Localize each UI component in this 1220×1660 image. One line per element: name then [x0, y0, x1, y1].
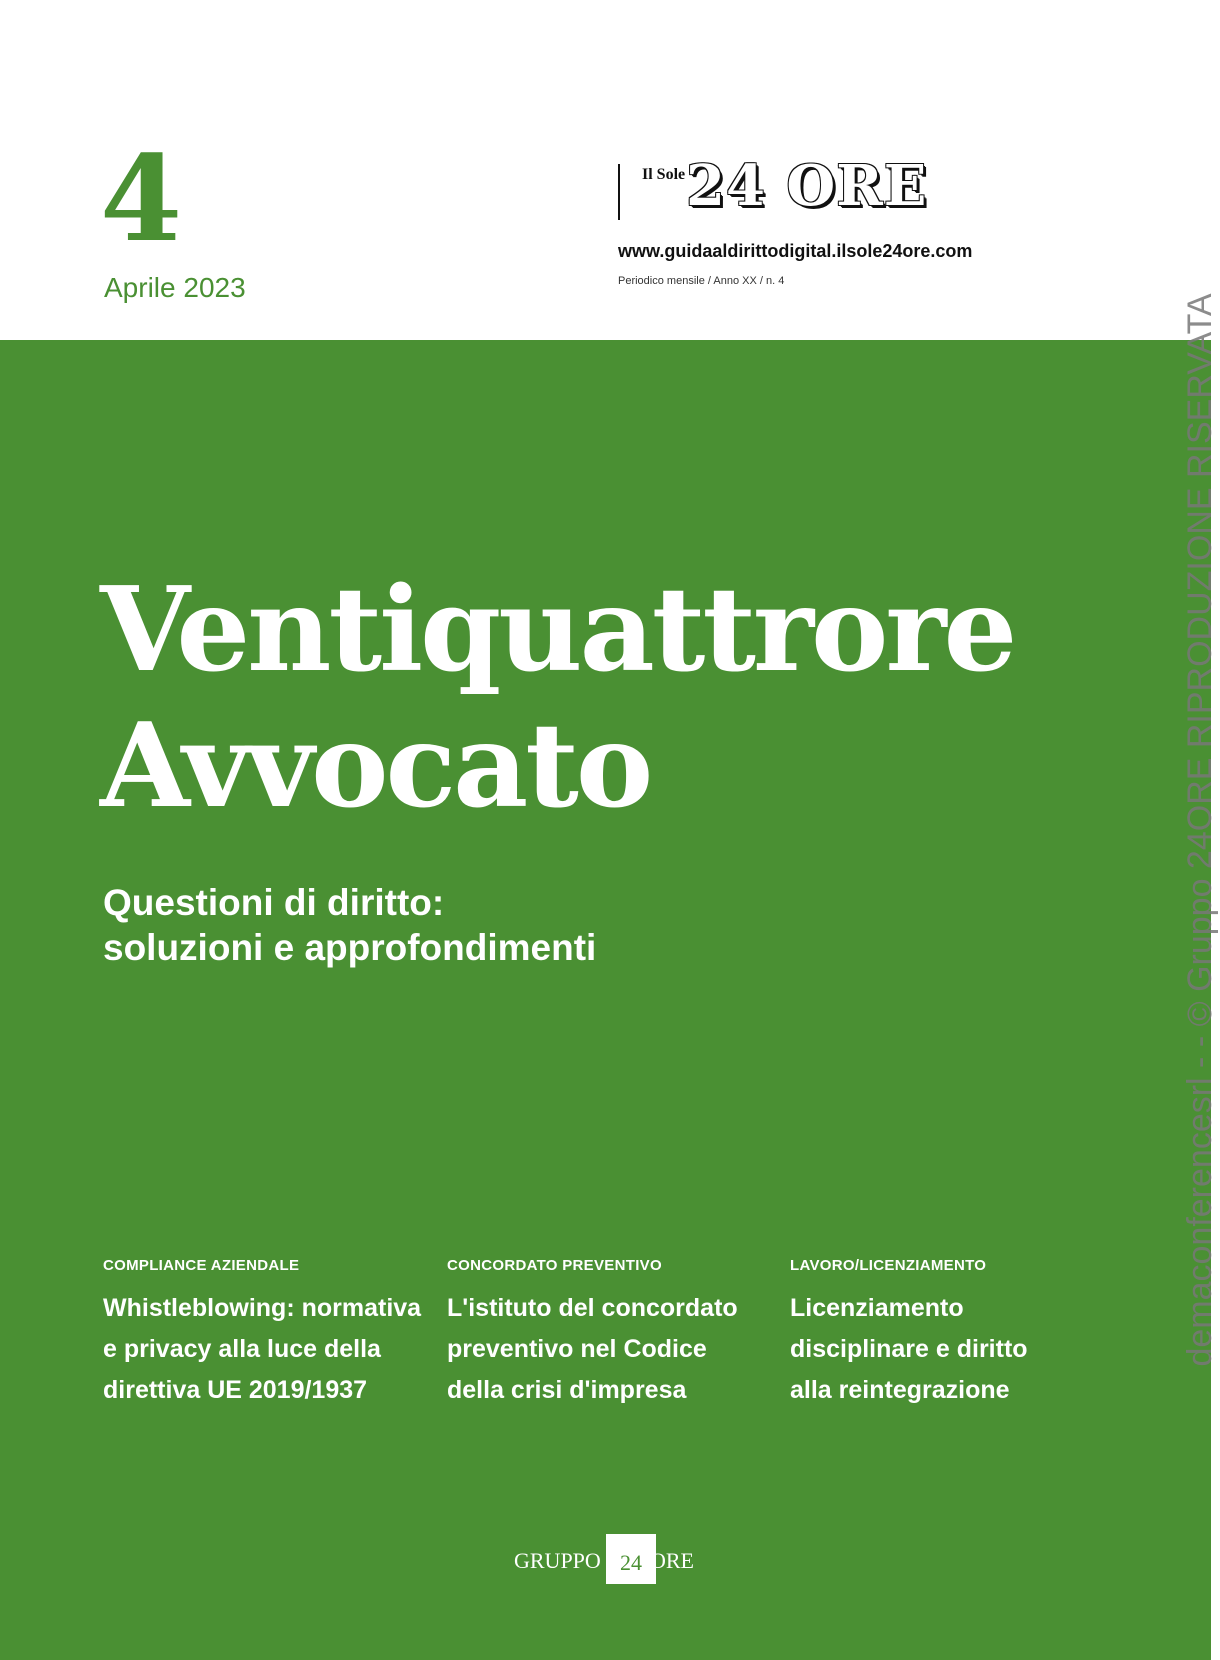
footer-logo-left: GRUPPO	[514, 1548, 601, 1573]
magazine-title-line2: Avvocato	[100, 698, 651, 834]
issue-date: Aprile 2023	[104, 272, 246, 303]
logo-divider	[618, 164, 620, 220]
article-category: CONCORDATO PREVENTIVO	[447, 1257, 662, 1274]
website-url: www.guidaaldirittodigital.ilsole24ore.com	[618, 241, 973, 261]
cover-green-area	[0, 340, 1211, 1660]
article-headline-line: della crisi d'impresa	[447, 1376, 687, 1404]
article-headline-line: preventivo nel Codice	[447, 1335, 707, 1363]
article-headline-line: Whistleblowing: normativa	[103, 1294, 422, 1322]
article-headline-line: e privacy alla luce della	[103, 1335, 381, 1363]
article-category: COMPLIANCE AZIENDALE	[103, 1257, 300, 1274]
periodical-info: Periodico mensile / Anno XX / n. 4	[618, 275, 785, 287]
article-teaser-compliance	[103, 1257, 433, 1411]
magazine-title	[100, 562, 1050, 834]
article-headline-line: Licenziamento	[790, 1294, 964, 1322]
subtitle-line1: Questioni di diritto:	[103, 882, 445, 923]
article-category: LAVORO/LICENZIAMENTO	[790, 1257, 987, 1274]
article-headline-line: disciplinare e diritto	[790, 1335, 1028, 1363]
issue-number: 4	[100, 129, 183, 268]
subtitle-line2: soluzioni e approfondimenti	[103, 927, 597, 968]
footer-logo-right: ORE	[650, 1548, 694, 1573]
publisher-logo-big: 24 ORE	[686, 153, 928, 219]
article-headline	[447, 1288, 777, 1411]
publisher-logo-small: Il Sole	[642, 166, 686, 183]
article-teaser-lavoro	[790, 1257, 1120, 1411]
article-headline-line: L'istituto del concordato	[447, 1294, 738, 1322]
copyright-watermark: demaconferencesrl - - © Gruppo 24ORE RIPRODUZIONE RISERVATA	[1181, 293, 1219, 1367]
article-headline	[790, 1288, 1120, 1411]
article-teaser-concordato	[447, 1257, 777, 1411]
article-headline-line: alla reintegrazione	[790, 1376, 1010, 1404]
magazine-title-line1: Ventiquattrore	[100, 562, 1015, 698]
article-headline-line: direttiva UE 2019/1937	[103, 1376, 368, 1404]
magazine-subtitle	[103, 880, 903, 970]
footer-logo-box: 24	[606, 1534, 656, 1584]
article-headline	[103, 1288, 433, 1411]
